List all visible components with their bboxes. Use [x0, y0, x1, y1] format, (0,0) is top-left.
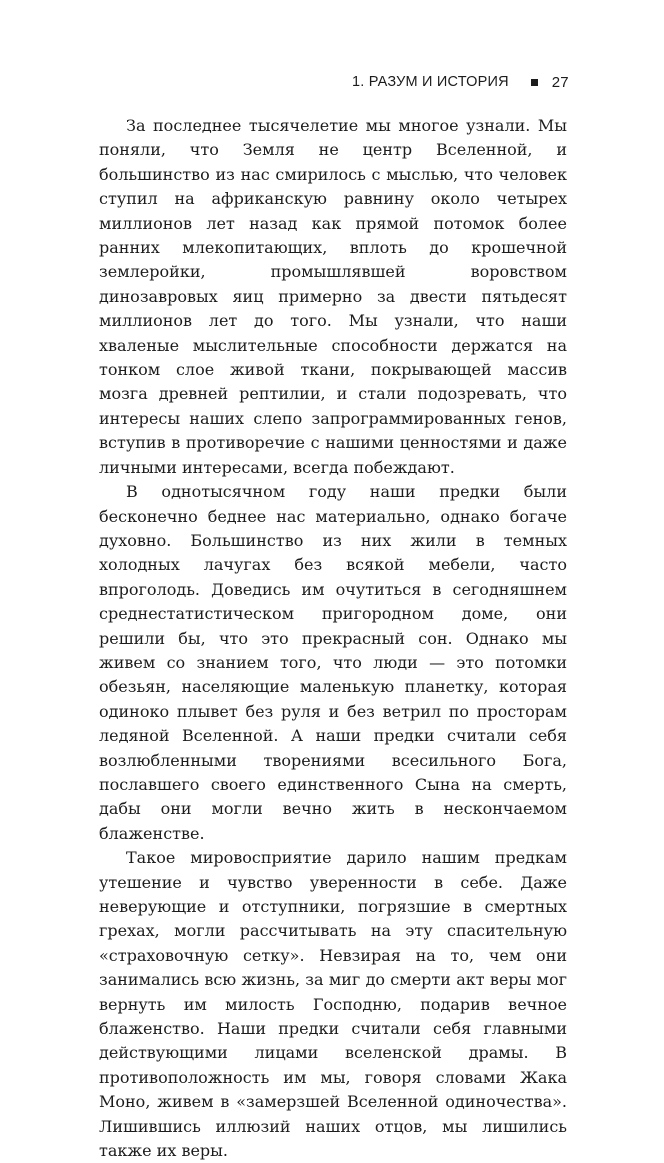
- paragraph: В однотысячном году наши предки были бесконечно беднее нас материально, однако богаче духовно. Большинство из них жили в темных холодных лачугах без всякой мебели, часто впроголодь. Доведись им очутиться в сегодняшнем среднестатистическом пригородном доме, они решили бы, что это прекрасный сон. Однако мы живем со знанием того, что люди — это потомки обезьян, населяющие маленькую планетку, которая одиноко плывет без руля и без ветрил по просторам ледяной Вселенной. А наши предки считали себя возлюбленными творениями всесильного Бога, пославшего своего единственного Сына на смерть, дабы они могли вечно жить в нескончаемом блаженстве.: [99, 482, 567, 843]
- body-text: [99, 114, 567, 1163]
- paragraph: За последнее тысячелетие мы многое узнали. Мы поняли, что Земля не центр Вселенной, и большинство из нас смирилось с мыслью, что человек ступил на африканскую равнину около четырех миллионов лет назад как прямой потомок более ранних млекопитающих, вплоть до крошечной землеройки, промышлявшей воровством динозавровых яиц примерно за двести пятьдесят миллионов лет до того. Мы узнали, что наши хваленые мыслительные способности держатся на тонком слое живой ткани, покрывающей массив мозга древней рептилии, и стали подозревать, что интересы наших слепо запрограммированных генов, вступив в противоречие с нашими ценностями и даже личными интересами, всегда побеждают.: [99, 116, 567, 477]
- paragraph: Такое мировосприятие дарило нашим предкам утешение и чувство уверенности в себе. Даже неверующие и отступники, погрязшие в смертных грехах, могли рассчитывать на эту спасительную «страховочную сетку». Невзирая на то, чем они занимались всю жизнь, за миг до смерти акт веры мог вернуть им милость Господню, подарив вечное блаженство. Наши предки считали себя главными действующими лицами вселенской драмы. В противоположность им мы, говоря словами Жака Моно, живем в «замерзшей Вселенной одиночества». Лишившись иллюзий наших отцов, мы лишились также их веры.: [99, 848, 567, 1161]
- square-bullet-icon: [531, 79, 538, 86]
- running-header: [352, 71, 568, 93]
- header-right: [509, 74, 569, 91]
- page-number: 27: [551, 73, 569, 91]
- section-title: 1. РАЗУМ И ИСТОРИЯ: [352, 74, 509, 90]
